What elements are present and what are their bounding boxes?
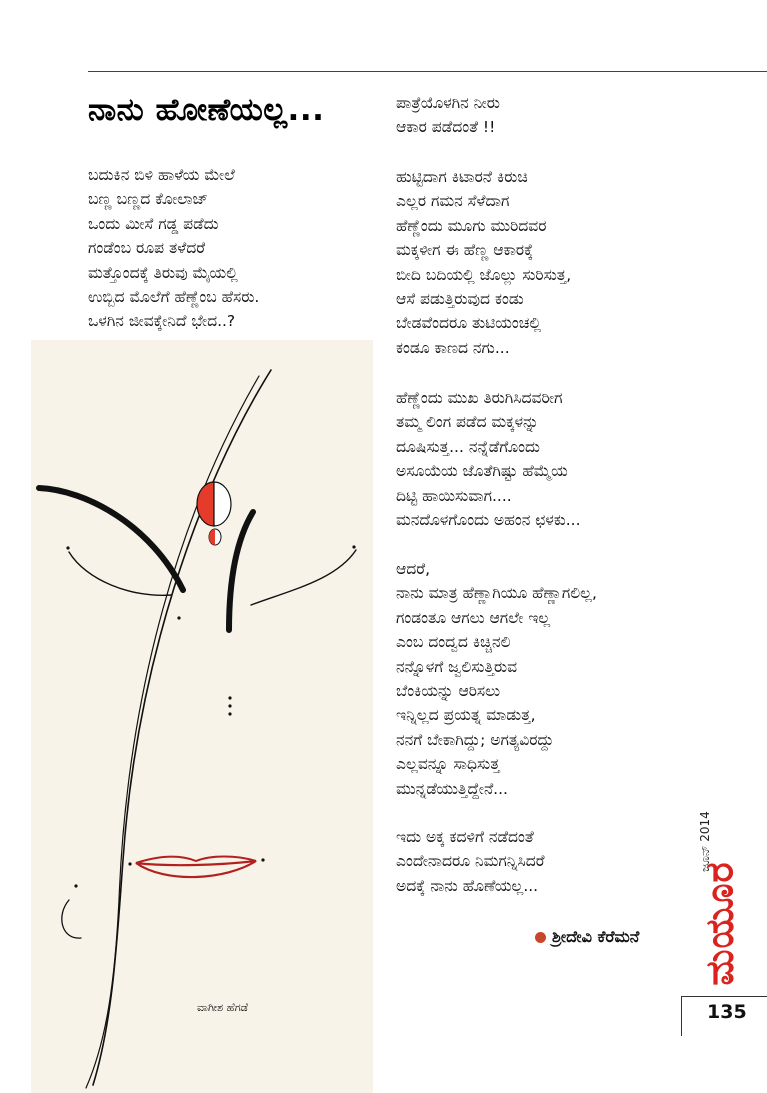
poem-line: ಹೆಣ್ಣೆಂದು ಮೂಗು ಮುರಿದವರ: [396, 216, 547, 235]
poem-line: ಮಕ್ಕಳೀಗ ಈ ಹೆಣ್ಣ ಆಕಾರಕ್ಕೆ: [396, 241, 534, 260]
right-brow: [229, 512, 253, 630]
illustration: [31, 340, 373, 1093]
poem-line: ತಮ್ಮ ಲಿಂಗ ಪಡೆದ ಮಕ್ಕಳನ್ನು: [396, 413, 539, 432]
bullet-icon: [535, 932, 546, 943]
long-stroke-1: [93, 370, 271, 1085]
right-eye: [251, 550, 356, 605]
left-brow: [39, 488, 183, 590]
poem-line: ಆಸೆ ಪಡುತ್ತಿರುವುದ ಕಂಡು: [396, 290, 524, 309]
illustration-drawing: [31, 340, 373, 1093]
poem-line: ಗಂಡಂತೂ ಆಗಲು ಆಗಲೇ ಇಲ್ಲ: [396, 608, 551, 627]
poem-line: ಎಂಬ ದಂದ್ವದ ಕಿಚ್ಚಿನಲಿ: [396, 633, 511, 652]
poem-line: ಉಬ್ಬಿದ ಮೊಲೆಗೆ ಹೆಣ್ಣೆಂಬ ಹೆಸರು.: [88, 288, 260, 307]
poem-line: ಇದು ಅಕ್ಕ ಕದಳಿಗೆ ನಡೆದಂತೆ: [396, 828, 534, 846]
poem-line: ಬೀದಿ ಬದಿಯಲ್ಲಿ ಜೊಲ್ಲು ಸುರಿಸುತ್ತ,: [396, 265, 572, 284]
poem-line: ಒಂದು ಮೀಸೆ ಗಡ್ಡ ಪಡೆದು: [88, 214, 219, 233]
poem-line: ಹೆಣ್ಣೆಂದು ಮುಖ ತಿರುಗಿಸಿದವರೀಗ: [396, 389, 563, 407]
stanza-3: [396, 165, 571, 360]
poem-line: ಬದುಕಿನ ಬಿಳಿ ಹಾಳೆಯ ಮೇಲೆ: [88, 166, 235, 184]
magazine-logo: ಮಯೂರ: [697, 860, 742, 986]
chin-curl: [62, 900, 81, 938]
poem-line: ನನ್ನೊಳಗೆ ಜ್ವಲಿಸುತ್ತಿರುವ: [396, 657, 518, 676]
poem-line: ಹುಟ್ಟಿದಾಗ ಕಿಟಾರನೆ ಕಿರುಚಿ: [396, 168, 528, 186]
stanza-4: [396, 386, 581, 532]
poem-line: ಮನದೊಳಗೊಂದು ಅಹಂನ ಛಳಕು...: [396, 511, 581, 530]
poem-line: ಬಣ್ಣ ಬಣ್ಣದ ಕೋಲಾಜ್: [88, 190, 209, 209]
poem-line: ಬೇಡವೆಂದರೂ ತುಟಿಯಂಚಲ್ಲಿ: [396, 314, 542, 333]
footer-divider: [681, 996, 682, 1036]
poem-line: ಅಸೂಯೆಯ ಜೊತೆಗಿಷ್ಟು ಹೆಮ್ಮೆಯ: [396, 462, 568, 481]
poem-line: ಬೆಂಕಿಯನ್ನು ಆರಿಸಲು: [396, 682, 501, 701]
bindi: [197, 482, 231, 545]
poem-line: ಪಾತ್ರೆಯೊಳಗಿನ ನೀರು: [396, 94, 500, 112]
poem-line: ಎಂದೇನಾದರೂ ನಿಮಗನ್ನಿಸಿದರೆ: [396, 852, 545, 871]
poem-line: ಅದಕ್ಕೆ ನಾನು ಹೊಣೆಯಲ್ಲ...: [396, 876, 539, 895]
artist-credit: ವಾಗೀಶ ಹೆಗಡೆ: [197, 1001, 249, 1014]
page-number: 135: [707, 1001, 747, 1023]
poem-line: ಕಂಡೂ ಕಾಣದ ನಗು...: [396, 338, 510, 357]
poem-line: ಗಂಡೆಂಬ ರೂಪ ತಳೆದರೆ: [88, 239, 206, 258]
left-eye: [69, 552, 171, 595]
poem-line: ಆಕಾರ ಪಡೆದಂತೆ !!: [396, 118, 496, 137]
poem-line: ಎಲ್ಲವನ್ನೂ ಸಾಧಿಸುತ್ತ: [396, 755, 500, 774]
poem-line: ಆದರೆ,: [396, 560, 430, 578]
long-stroke-2: [86, 376, 259, 1088]
stanza-2: [396, 91, 500, 140]
poem-line: ದಿಟ್ಟಿ ಹಾಯಿಸುವಾಗ....: [396, 486, 512, 505]
author-name: ಶ್ರೀದೇವಿ ಕೆರೆಮನೆ: [552, 927, 640, 946]
poem-title: ನಾನು ಹೋಣೆಯಲ್ಲ...: [88, 92, 325, 128]
poem-line: ಮತ್ತೊಂದಕ್ಕೆ ತಿರುವು ಮೈಯಲ್ಲಿ: [88, 263, 238, 282]
poem-line: ನನಗೆ ಬೇಕಾಗಿದ್ದು; ಅಗತ್ಯವಿರದ್ದು: [396, 730, 554, 749]
author-byline: [535, 927, 639, 947]
stanza-1: [88, 163, 259, 334]
poem-line: ಇನ್ನಿಲ್ಲದ ಪ್ರಯತ್ನ ಮಾಡುತ್ತ,: [396, 706, 536, 725]
top-rule: [88, 71, 767, 72]
poem-line: ಒಳಗಿನ ಜೀವಕ್ಕೇನಿದೆ ಭೇದ..?: [88, 312, 236, 331]
poem-line: ದೂಷಿಸುತ್ತ... ನನ್ನೆಡೆಗೊಂದು: [396, 437, 540, 456]
poem-line: ಮುನ್ನಡೆಯುತ್ತಿದ್ದೇನೆ...: [396, 779, 508, 798]
footer-rule: [681, 996, 767, 997]
poem-line: ನಾನು ಮಾತ್ರ ಹೆಣ್ಣಾಗಿಯೂ ಹೆಣ್ಣಾಗಲಿಲ್ಲ,: [396, 584, 597, 603]
poem-line: ಎಲ್ಲರ ಗಮನ ಸೆಳೆದಾಗ: [396, 192, 510, 211]
stanza-5: [396, 557, 597, 801]
issue-date: ಜೂನ್ 2014: [697, 810, 712, 872]
lips: [128, 857, 264, 878]
stanza-6: [396, 825, 545, 898]
